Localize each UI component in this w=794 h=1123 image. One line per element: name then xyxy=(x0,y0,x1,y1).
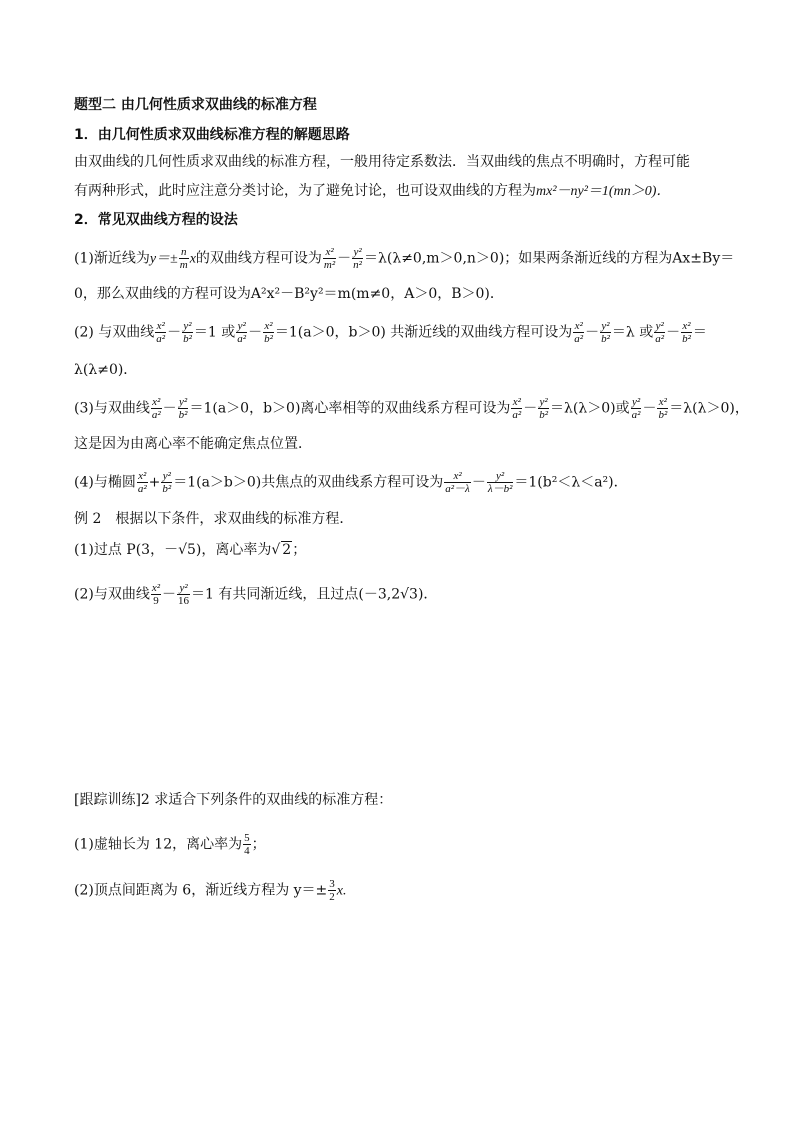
item2-text-b: ＝1 或 xyxy=(193,324,236,341)
part1-paragraph-text: 有两种形式，此时应注意分类讨论，为了避免讨论，也可设双曲线的方程为 xyxy=(74,183,536,199)
fraction-y2-over-b2: $\frac{\text{y²}}{\text{b²}}$ xyxy=(539,396,549,421)
item2-line1: (2) 与双曲线 $\frac{\text{x²}}{\text{a²}}$ － $\frac{\text{y²}}{\text{b²}}$ ＝1 或 $\frac{\text{y²}}{\text{a²}}$ － $\frac{\text{x²}}{\text{b²}}$ ＝1(a＞0，b＞0) 共渐近线的双曲线方程可设为 $\frac{\text{x²}}{\text{a²}}$ － $\frac{\text{y²}}{\text{b²}}$ ＝λ 或 $\frac{\text{y²}}{\text{a²}}$ － $\frac{\text{x²}}{\text{b²}}$ ＝ xyxy=(74,320,707,345)
item4-text-a: (4)与椭圆 xyxy=(74,474,136,491)
math-y-eq: y＝± xyxy=(149,251,178,267)
item1-line2: 0，那么双曲线的方程可设为A²x²－B²y²＝m(m≠0，A＞0，B＞0)． xyxy=(74,286,504,302)
fraction-3-over-2: $\frac{3}{2}$ xyxy=(329,878,335,903)
item3-text-b: ＝1(a＞0，b＞0)离心率相等的双曲线系方程可设为 xyxy=(189,400,511,417)
item3-text-a: (3)与双曲线 xyxy=(74,400,150,417)
fraction-x2-over-a2: $\frac{\text{x²}}{\text{a²}}$ xyxy=(512,396,522,421)
example-title: 例 2 根据以下条件，求双曲线的标准方程． xyxy=(74,511,354,527)
example-q1: (1)过点 P(3，－√5)，离心率为√ 2； xyxy=(74,542,307,558)
practice-q1-text: (1)虚轴长为 12，离心率为 xyxy=(74,836,243,853)
fraction-y2-over-a2: $\frac{\text{y²}}{\text{a²}}$ xyxy=(655,320,665,345)
fraction-y2-over-lambda-minus-b2: $\frac{\text{y²}}{\text{λ－b²}}$ xyxy=(487,470,513,495)
fraction-y2-over-b2: $\frac{\text{y²}}{\text{b²}}$ xyxy=(178,396,188,421)
item2-text-d: ＝λ 或 xyxy=(611,324,654,341)
example-q1-text: (1)过点 P(3，－√5)，离心率为 xyxy=(74,542,272,558)
example-q2: (2)与双曲线 $\frac{\text{x²}}{9}$ － $\frac{\text{y²}}{16}$ ＝1 有共同渐近线，且过点(－3,2√3)． xyxy=(74,582,438,607)
example-q2-text-a: (2)与双曲线 xyxy=(74,586,150,603)
item3-text-c: ＝λ(λ＞0)或 xyxy=(550,400,630,417)
part1-heading: 1．由几何性质求双曲线标准方程的解题思路 xyxy=(74,127,350,143)
item3-line1: (3)与双曲线 $\frac{\text{x²}}{\text{a²}}$ － $\frac{\text{y²}}{\text{b²}}$ ＝1(a＞0，b＞0)离心率相等的双曲线系方程可设为 $\frac{\text{x²}}{\text{a²}}$ － $\frac{\text{y²}}{\text{b²}}$ ＝λ(λ＞0)或 $\frac{\text{y²}}{\text{a²}}$ － $\frac{\text{x²}}{\text{b²}}$ ＝λ(λ＞0)， xyxy=(74,396,749,421)
section-title: 题型二 由几何性质求双曲线的标准方程 xyxy=(74,97,317,113)
fraction-y2-over-n2: $\frac{\text{y²}}{\text{n²}}$ xyxy=(353,246,362,271)
fraction-y2-over-b2: $\frac{\text{y²}}{\text{b²}}$ xyxy=(162,470,172,495)
fraction-x2-over-a2: $\frac{\text{x²}}{\text{a²}}$ xyxy=(156,320,166,345)
fraction-x2-over-b2: $\frac{\text{x²}}{\text{b²}}$ xyxy=(682,320,691,345)
item2-text-e: ＝ xyxy=(692,324,707,341)
practice-q1: (1)虚轴长为 12，离心率为 $\frac{5}{4}$ ； xyxy=(74,832,266,857)
part2-heading: 2．常见双曲线方程的设法 xyxy=(74,212,238,228)
fraction-x2-over-a2: $\frac{\text{x²}}{\text{a²}}$ xyxy=(137,470,147,495)
fraction-x2-over-b2: $\frac{\text{x²}}{\text{b²}}$ xyxy=(264,320,273,345)
fraction-x2-over-a2-minus-lambda: $\frac{\text{x²}}{\text{a²－λ}}$ xyxy=(445,470,470,495)
fraction-x2-over-a2: $\frac{\text{x²}}{\text{a²}}$ xyxy=(151,396,161,421)
item1-line1: (1)渐近线为y＝± $\frac{n}{m}$ x的双曲线方程可设为 $\frac{\text{x²}}{\text{m²}}$ － $\frac{\text{y²}}{\text{n²}}$ ＝λ(λ≠0,m＞0,n＞0)；如果两条渐近线的方程为Ax±By＝ xyxy=(74,246,735,271)
practice-q2-text: (2)顶点间距离为 6，渐近线方程为 y＝± xyxy=(74,882,328,899)
item4-line1: (4)与椭圆 $\frac{\text{x²}}{\text{a²}}$ + $\frac{\text{y²}}{\text{b²}}$ ＝1(a＞b＞0)共焦点的双曲线系方程可设为 $\frac{\text{x²}}{\text{a²－λ}}$ － $\frac{\text{y²}}{\text{λ－b²}}$ ＝1(b²＜λ＜a²)． xyxy=(74,470,628,495)
item1-text-a: (1)渐近线为 xyxy=(74,250,150,267)
fraction-x2-over-b2: $\frac{\text{x²}}{\text{b²}}$ xyxy=(658,396,668,421)
fraction-y2-over-16: $\frac{\text{y²}}{16}$ xyxy=(178,582,190,607)
math-x: x xyxy=(189,251,196,267)
sqrt-two: 2 xyxy=(282,542,292,558)
part1-paragraph-line2 xyxy=(74,181,670,202)
fraction-y2-over-b2: $\frac{\text{y²}}{\text{b²}}$ xyxy=(183,320,192,345)
item3-line2: 这是因为由离心率不能确定焦点位置． xyxy=(74,436,312,452)
item3-text-d: ＝λ(λ＞0)， xyxy=(669,400,749,417)
example-q2-text-b: ＝1 有共同渐近线，且过点(－3,2√3)． xyxy=(191,586,438,603)
item4-text-c: ＝1(b²＜λ＜a²)． xyxy=(514,474,628,491)
practice-q2: (2)顶点间距离为 6，渐近线方程为 y＝± $\frac{3}{2}$ x. xyxy=(74,878,347,903)
item4-text-b: ＝1(a＞b＞0)共焦点的双曲线系方程可设为 xyxy=(173,474,444,491)
practice-title: [跟踪训练]2 求适合下列条件的双曲线的标准方程： xyxy=(74,792,393,808)
item2-text-a: (2) 与双曲线 xyxy=(74,324,155,341)
fraction-x2-over-9: $\frac{\text{x²}}{9}$ xyxy=(151,582,161,607)
item2-text-c: ＝1(a＞0，b＞0) 共渐近线的双曲线方程可设为 xyxy=(274,324,573,341)
part1-paragraph-line1: 由双曲线的几何性质求双曲线的标准方程，一般用待定系数法．当双曲线的焦点不明确时，方程可能 xyxy=(74,154,690,170)
fraction-y2-over-a2: $\frac{\text{y²}}{\text{a²}}$ xyxy=(631,396,641,421)
fraction-y2-over-a2: $\frac{\text{y²}}{\text{a²}}$ xyxy=(237,320,247,345)
fraction-n-over-m: $\frac{n}{m}$ xyxy=(179,246,188,271)
general-hyperbola-formula: mx²－ny²＝1(mn＞0)． xyxy=(536,184,671,199)
item1-text-c: ＝λ(λ≠0,m＞0,n＞0)；如果两条渐近线的方程为Ax±By＝ xyxy=(363,250,735,267)
item2-line2: λ(λ≠0)． xyxy=(74,362,138,378)
fraction-x2-over-m2: $\frac{\text{x²}}{\text{m²}}$ xyxy=(323,246,336,271)
fraction-5-over-4: $\frac{5}{4}$ xyxy=(244,832,250,857)
fraction-y2-over-b2: $\frac{\text{y²}}{\text{b²}}$ xyxy=(601,320,610,345)
item1-text-b: 的双曲线方程可设为 xyxy=(195,250,322,267)
fraction-x2-over-a2: $\frac{\text{x²}}{\text{a²}}$ xyxy=(574,320,584,345)
